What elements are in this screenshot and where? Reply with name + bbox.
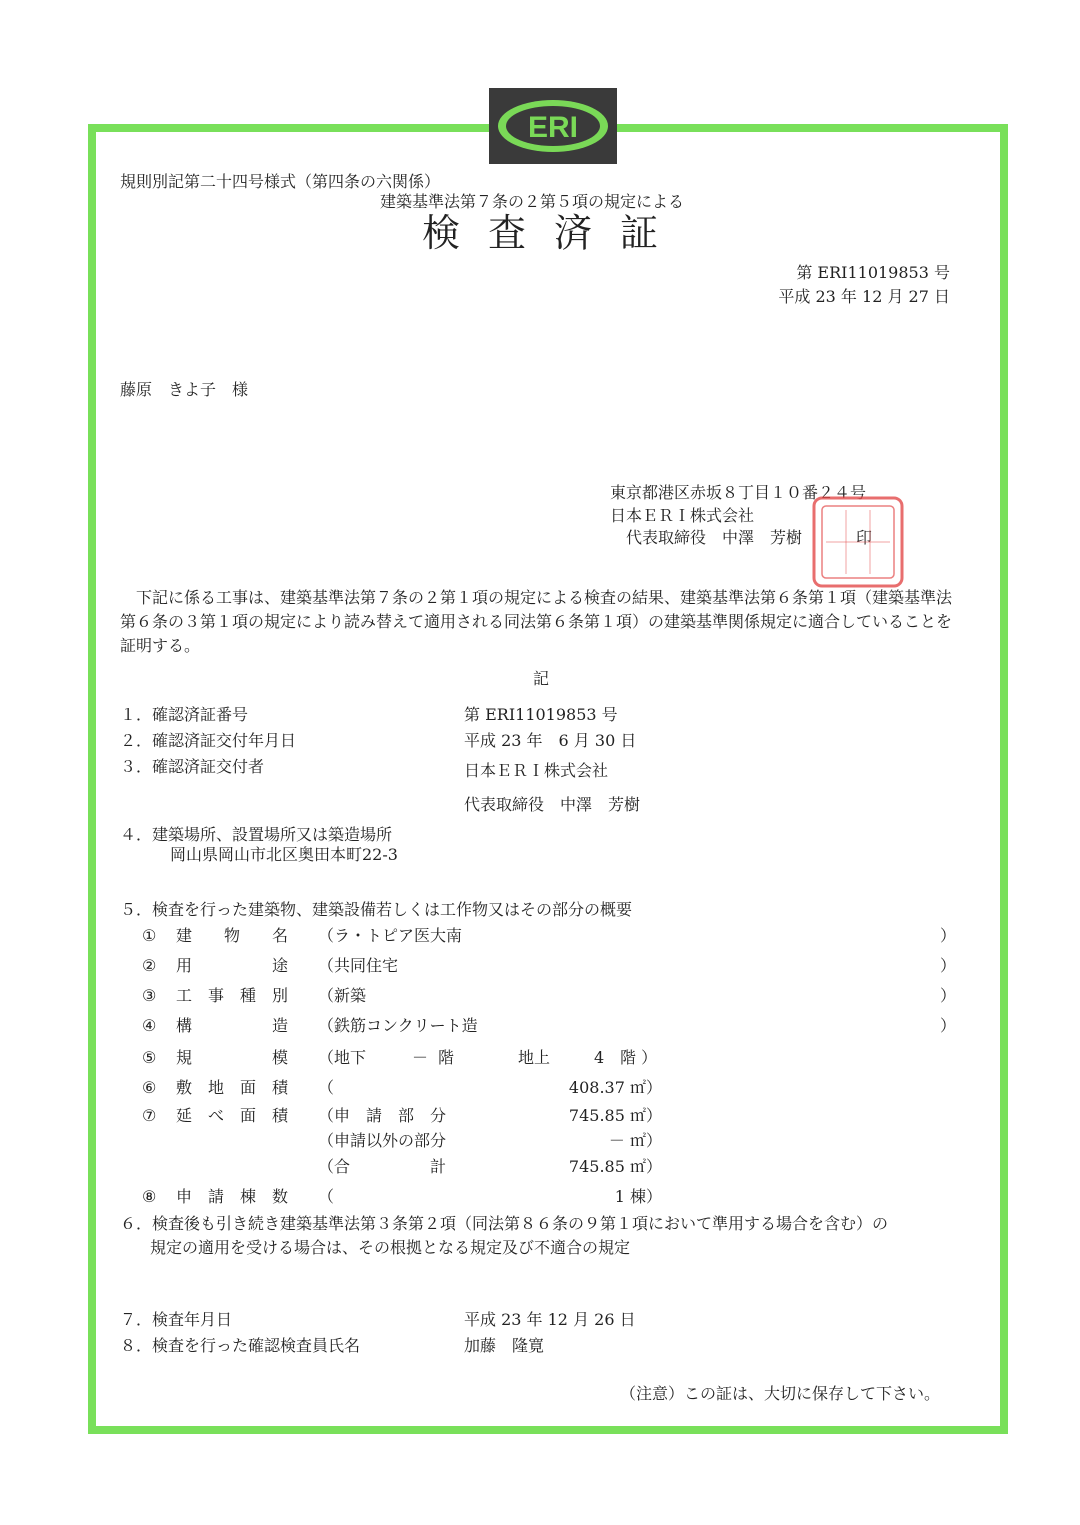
- eri-logo: [489, 88, 617, 164]
- item2-value: 平成 23 年 6 月 30 日: [464, 731, 637, 750]
- item1-label: １．確認済証番号: [120, 705, 249, 724]
- form-reference: 規則別記第二十四号様式（第四条の六関係）: [120, 172, 441, 191]
- row7b-value: － ㎡）: [608, 1131, 662, 1150]
- row7c-value: 745.85 ㎡）: [568, 1157, 662, 1176]
- row5-basement-value: －: [412, 1048, 429, 1067]
- row1-label: 建 物 名: [176, 926, 289, 945]
- preservation-note: （注意）この証は、大切に保存して下さい。: [619, 1384, 940, 1403]
- certificate-title: 検査済証: [421, 211, 686, 255]
- row5-above-value: 4: [594, 1048, 605, 1067]
- row7a-sub-label: （申 請 部 分: [318, 1106, 447, 1125]
- row8-open: （: [318, 1187, 335, 1206]
- row6-open: （: [318, 1078, 335, 1097]
- row6-value: 408.37 ㎡）: [568, 1078, 662, 1097]
- item3-value-company: 日本ＥＲＩ株式会社: [464, 761, 609, 780]
- seal-mark: 印: [856, 528, 873, 547]
- row6-label: 敷 地 面 積: [176, 1078, 289, 1097]
- issue-date: 平成 23 年 12 月 27 日: [778, 287, 950, 306]
- item3-label: ３．確認済証交付者: [120, 757, 265, 776]
- row2-value: （共同住宅: [318, 956, 399, 975]
- recipient-name: 藤原 きよ子 様: [120, 380, 249, 399]
- row7-label: 延 べ 面 積: [176, 1106, 289, 1125]
- row7-number: ⑦: [142, 1106, 157, 1125]
- row5-number: ⑤: [142, 1048, 157, 1067]
- row2-number: ②: [142, 956, 157, 975]
- item4-value: 岡山県岡山市北区奥田本町22-3: [170, 845, 398, 864]
- row6-number: ⑥: [142, 1078, 157, 1097]
- row1-number: ①: [142, 926, 157, 945]
- row3-value: （新築: [318, 986, 367, 1005]
- row2-close: ）: [940, 956, 957, 975]
- item1-value: 第 ERI11019853 号: [464, 705, 618, 724]
- row3-label: 工 事 種 別: [176, 986, 289, 1005]
- row3-close: ）: [940, 986, 957, 1005]
- row8-number: ⑧: [142, 1187, 157, 1206]
- row1-close: ）: [940, 926, 957, 945]
- row4-close: ）: [940, 1016, 957, 1035]
- logo-text: ERI: [527, 111, 579, 144]
- item8-label: ８．検査を行った確認検査員氏名: [120, 1336, 361, 1355]
- row8-label: 申 請 棟 数: [176, 1187, 289, 1206]
- row5-above-unit: 階 ）: [620, 1048, 658, 1067]
- issuer-company: 日本ＥＲＩ株式会社: [610, 506, 755, 525]
- item7-label: ７．検査年月日: [120, 1310, 233, 1329]
- item4-label: ４．建築場所、設置場所又は築造場所: [120, 825, 393, 844]
- row4-value: （鉄筋コンクリート造: [318, 1016, 478, 1035]
- row7b-sub-label: （申請以外の部分: [318, 1131, 447, 1150]
- row2-label: 用 途: [176, 956, 289, 975]
- row8-value: 1 棟）: [614, 1187, 662, 1206]
- row7c-sub-label: （合 計: [318, 1157, 447, 1176]
- item6-line2: 規定の適用を受ける場合は、その根拠となる規定及び不適合の規定: [150, 1238, 631, 1257]
- item6-line1: ６．検査後も引き続き建築基準法第３条第２項（同法第８６条の９第１項において準用する場合を含む）の: [120, 1214, 889, 1233]
- company-seal-icon: [808, 492, 908, 592]
- item5-label: ５．検査を行った建築物、建築設備若しくは工作物又はその部分の概要: [120, 900, 633, 919]
- row5-basement-unit: 階: [438, 1048, 455, 1067]
- item2-label: ２．確認済証交付年月日: [120, 731, 297, 750]
- item3-value-representative: 代表取締役 中澤 芳樹: [464, 795, 641, 814]
- row5-above-label: 地上: [518, 1048, 551, 1067]
- row1-value: （ラ・トピア医大南: [318, 926, 463, 945]
- row4-number: ④: [142, 1016, 157, 1035]
- eri-logo-icon: [495, 94, 611, 158]
- certification-statement: 下記に係る工事は、建築基準法第７条の２第１項の規定による検査の結果、建築基準法第６条第１項（建築基準法第６条の３第１項の規定により読み替えて適用される同法第６条第１項）の建築基準関係規定に適合していることを証明する。: [120, 588, 953, 655]
- row4-label: 構 造: [176, 1016, 289, 1035]
- item7-value: 平成 23 年 12 月 26 日: [464, 1310, 636, 1329]
- row5-basement-label: （地下: [318, 1048, 367, 1067]
- ki-heading: 記: [533, 669, 550, 688]
- row3-number: ③: [142, 986, 157, 1005]
- row7a-value: 745.85 ㎡）: [568, 1106, 662, 1125]
- row5-label: 規 模: [176, 1048, 289, 1067]
- issuer-address: 東京都港区赤坂８丁目１０番２４号: [610, 483, 867, 502]
- certificate-number: 第 ERI11019853 号: [796, 263, 950, 282]
- issuer-representative: 代表取締役 中澤 芳樹: [626, 528, 803, 547]
- legal-basis: 建築基準法第７条の２第５項の規定による: [380, 192, 685, 211]
- item8-value: 加藤 隆寛: [464, 1336, 545, 1355]
